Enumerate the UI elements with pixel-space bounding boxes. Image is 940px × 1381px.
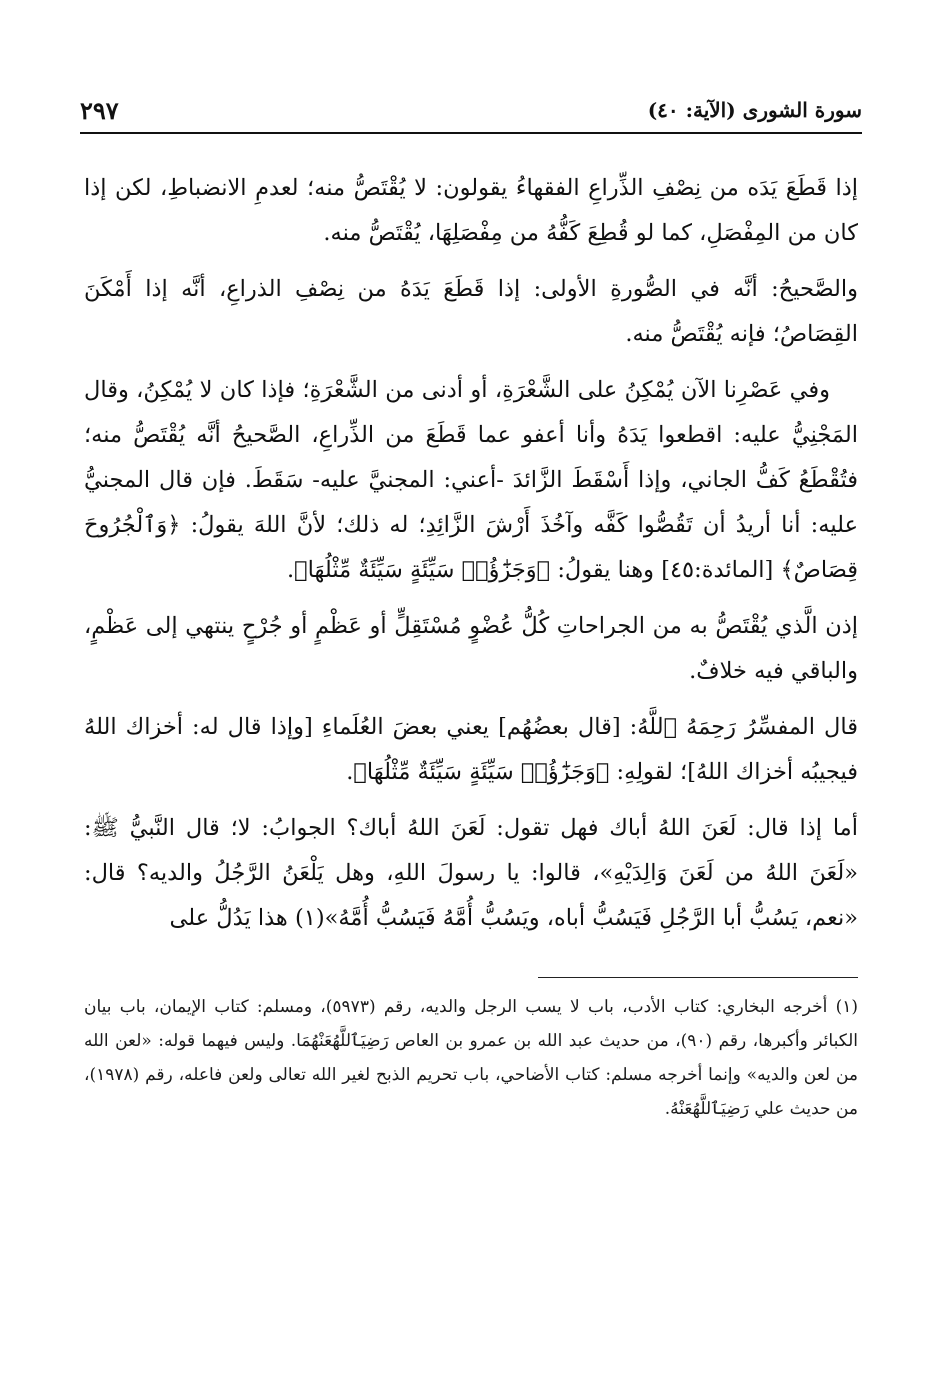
book-page [80,88,862,1348]
paragraph: إذن الَّذي يُقْتَصُّ به من الجراحاتِ كُلُّ عُضْوٍ مُسْتَقِلٍّ أو عَظْمٍ أو جُرْحٍ ينتهي إلى عَظْمٍ، والباقي فيه خلافٌ. [84,613,858,684]
surah-title: سورة الشورى (الآية: ٤٠) [647,98,862,122]
paragraph: أما إذا قال: لَعَنَ اللهُ أباك فهل تقول: لَعَنَ اللهُ أباك؟ الجوابُ: لا؛ قال النَّبيُّ ﷺ: «لَعَنَ اللهُ من لَعَنَ وَالِدَيْهِ»، قالوا: يا رسولَ اللهِ، وهل يَلْعَنُ الرَّجُلُ والديه؟ قال: «نعم، يَسُبُّ أبا الرَّجُلِ فَيَسُبُّ أباه، ويَسُبُّ أُمَّهُ فَيَسُبُّ أُمَّهُ»(١) هذا يَدُلُّ على [84,815,858,931]
paragraph: إذا قَطَعَ يَدَه من نِصْفِ الذِّراعِ الفقهاءُ يقولون: لا يُقْتَصُّ منه؛ لعدمِ الانضباطِ، لكن إذا كان من المِفْصَلِ، كما لو قُطِعَ كَفُّهُ من مِفْصَلِهَا، يُقْتَصُّ منه. [84,175,858,246]
running-header [80,88,862,134]
main-text [80,166,862,1126]
paragraph: والصَّحيحُ: أنَّه في الصُّورةِ الأولى: إذا قَطَعَ يَدَهُ من نِصْفِ الذراعِ، أنَّه إذا أَمْكَنَ القِصَاصُ؛ فإنه يُقْتَصُّ منه. [84,276,858,347]
page-number: ٢٩٧ [80,95,119,125]
footnote: (١) أخرجه البخاري: كتاب الأدب، باب لا يسب الرجل والديه، رقم (٥٩٧٣)، ومسلم: كتاب الإيمان، باب بيان الكبائر وأكبرها، رقم (٩٠)، من حديث عبد الله بن عمرو بن العاص رَضِيَٱللَّهُعَنْهُمَا. وليس فيهما قوله: «لعن الله من لعن والديه» وإنما أخرجه مسلم: كتاب الأضاحي، باب تحريم الذبح لغير الله تعالى ولعن فاعله، رقم (١٩٧٨)، من حديث علي رَضِيَٱللَّهُعَنْهُ. [84,997,859,1119]
footnote-separator [538,977,858,978]
paragraph: قال المفسِّرُ رَحِمَهُ ٱللَّهُ: [قال بعضُهُم] يعني بعضَ العُلَماءِ [وإذا قال له: أخزاك اللهُ فيجيبُه أخزاك اللهُ]؛ لقولِهِ: ﴿وَجَزَٰٓؤُا۟ سَيِّئَةٍ سَيِّئَةٌ مِّثْلُهَا﴾. [84,714,858,785]
paragraph: وفي عَصْرِنا الآن يُمْكِنُ على الشَّعْرَةِ، أو أدنى من الشَّعْرَةِ؛ فإذا كان لا يُمْكِنُ، وقال المَجْنِيُّ عليه: اقطعوا يَدَهُ وأنا أعفو عما قَطَعَ من الذِّراعِ، الصَّحيحُ أنَّه يُقْتَصُّ منه؛ فتُقْطَعُ كَفُّ الجاني، وإذا أَسْقَطَ الزَّائدَ -أعني: المجنيَّ عليه- سَقَطَ. فإن قال المجنيُّ عليه: أنا أريدُ أن تَقُصُّوا كَفَّه وآخُذَ أَرْشَ الزَّائِدِ؛ له ذلك؛ لأنَّ اللهَ يقولُ: ﴿وَٱلْجُرُوحَ قِصَاصٌ﴾ [المائدة:٤٥] وهنا يقولُ: ﴿وَجَزَٰٓؤُا۟ سَيِّئَةٍ سَيِّئَةٌ مِّثْلُهَا﴾. [84,377,858,583]
